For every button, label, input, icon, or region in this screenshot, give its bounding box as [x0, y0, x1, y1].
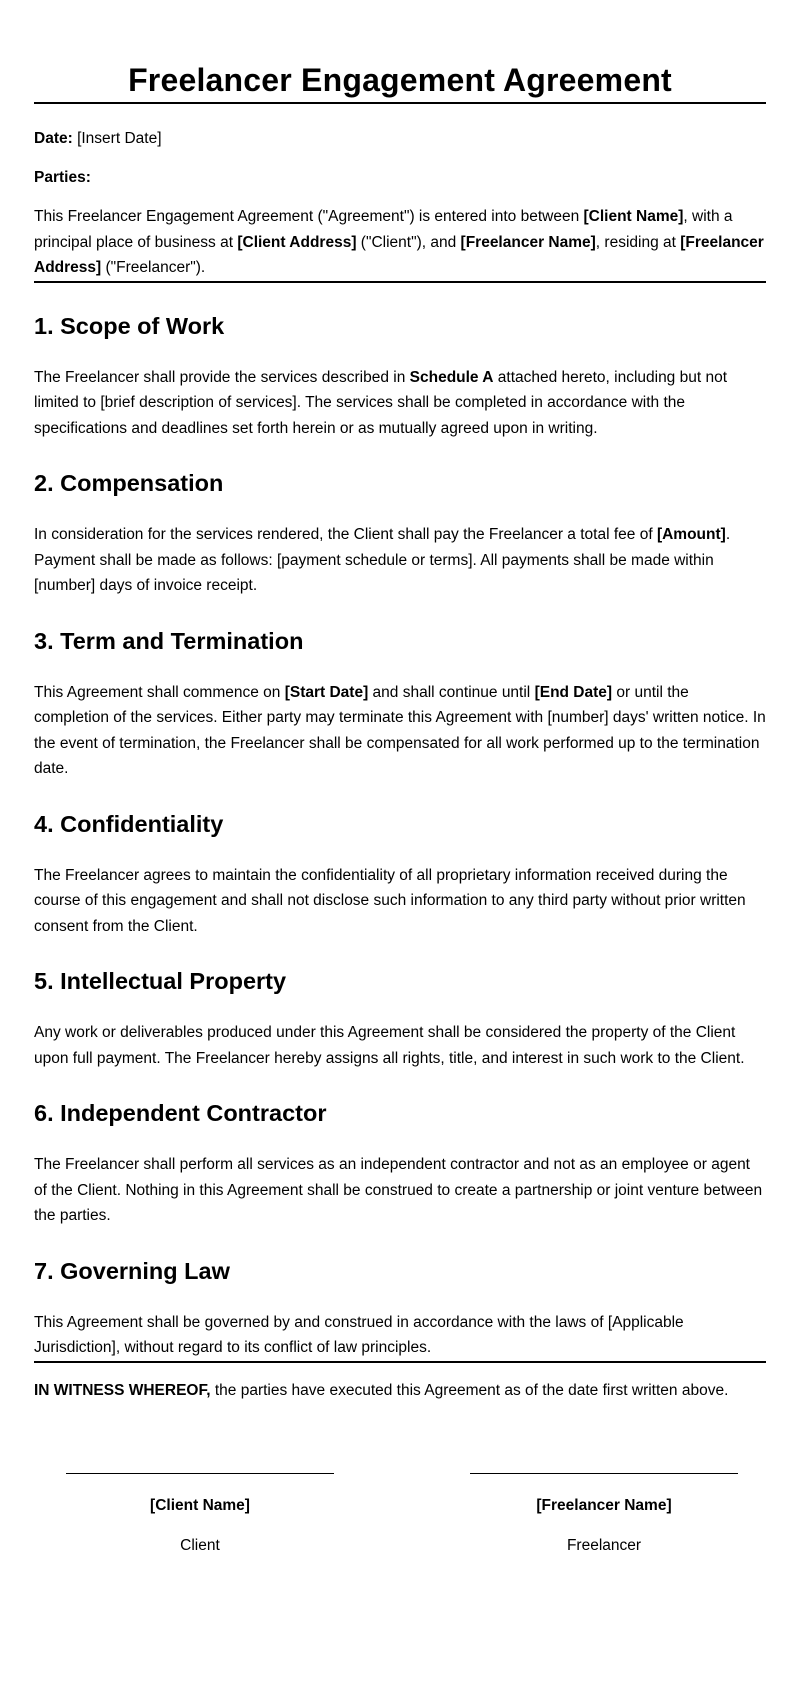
section-body — [34, 680, 766, 782]
freelancer-address-placeholder: [Freelancer Address] — [34, 233, 764, 276]
parties-text: , with a principal place of business at — [34, 208, 733, 251]
section-compensation — [34, 467, 766, 599]
client-signature-line[interactable] — [66, 1473, 334, 1474]
body-text: The Freelancer shall provide the services described in — [34, 368, 410, 386]
client-address-placeholder: [Client Address] — [237, 233, 357, 251]
section-independent-contractor — [34, 1097, 766, 1229]
signature-block — [34, 1473, 766, 1573]
start-date-placeholder: [Start Date] — [284, 683, 369, 701]
body-text: This Agreement shall commence on — [34, 683, 285, 701]
freelancer-signature-role: Freelancer — [566, 1537, 642, 1554]
witness-text: the parties have executed this Agreement as of the date first written above. — [210, 1381, 729, 1399]
parties-paragraph — [34, 204, 766, 281]
section-heading: 2. Compensation — [34, 470, 224, 496]
section-heading: 5. Intellectual Property — [34, 968, 287, 994]
client-name-placeholder: [Client Name] — [583, 208, 684, 225]
date-value: [Insert Date] — [72, 130, 162, 147]
body-text: In consideration for the services rendered, the Client shall pay the Freelancer a total fee of — [34, 526, 657, 543]
client-signature-role: Client — [180, 1537, 220, 1554]
section-heading: 4. Confidentiality — [34, 810, 224, 837]
section-heading: 6. Independent Contractor — [34, 1100, 327, 1126]
section-heading: 3. Term and Termination — [34, 627, 304, 654]
section-governing-law — [34, 1255, 766, 1361]
section-confidentiality — [34, 808, 766, 940]
witness-divider — [34, 1361, 766, 1363]
date-line — [34, 126, 766, 152]
section-heading: 1. Scope of Work — [34, 312, 225, 339]
freelancer-signature-line[interactable] — [470, 1473, 738, 1474]
parties-text: This Freelancer Engagement Agreement ("Agreement") is entered into between — [34, 208, 584, 225]
parties-label: Parties: — [34, 168, 91, 186]
body-text: . Payment shall be made as follows: [payment schedule or terms]. All payments shall be made within [number] days of invoice receipt. — [34, 526, 731, 594]
end-date-placeholder: [End Date] — [534, 683, 613, 701]
date-label: Date: — [34, 130, 73, 147]
title-divider — [34, 102, 766, 104]
parties-divider — [34, 281, 766, 283]
witness-statement — [34, 1378, 766, 1404]
body-text: attached hereto, including but not limited to [brief description of services]. The services shall be completed in accordance with the specifications and deadlines set forth herein or as mutually agreed upon in writing. — [34, 368, 728, 437]
section-body: The Freelancer shall perform all services as an independent contractor and not as an employee or agent of the Client. Nothing in this Agreement shall be construed to create a partnership or joint venture between the parties. — [34, 1156, 763, 1224]
parties-text: ("Freelancer"). — [101, 259, 206, 276]
client-signature — [66, 1473, 334, 1557]
section-intellectual-property — [34, 965, 766, 1071]
freelancer-signature — [470, 1473, 738, 1557]
section-scope-of-work — [34, 310, 766, 442]
section-body: This Agreement shall be governed by and construed in accordance with the laws of [Applicable Jurisdiction], without regard to its conflict of law principles. — [34, 1313, 684, 1356]
document-title: Freelancer Engagement Agreement — [128, 62, 672, 98]
parties-text: , residing at — [595, 233, 681, 251]
witness-label: IN WITNESS WHEREOF, — [34, 1381, 211, 1399]
parties-text: ("Client"), and — [356, 233, 461, 251]
body-text: and shall continue until — [368, 683, 535, 701]
freelancer-signature-name: [Freelancer Name] — [536, 1497, 672, 1514]
section-term-and-termination — [34, 625, 766, 782]
section-body: Any work or deliverables produced under this Agreement shall be considered the property of the Client upon full payment. The Freelancer hereby assigns all rights, title, and interest in such work to the Client. — [34, 1024, 745, 1067]
schedule-a-reference: Schedule A — [409, 368, 494, 386]
body-text: or until the completion of the services. Either party may terminate this Agreement with [number] days' written notice. In the event of termination, the Freelancer shall be compensated for all work performed up to the termination date. — [34, 683, 766, 777]
section-heading: 7. Governing Law — [34, 1257, 230, 1284]
freelancer-name-placeholder: [Freelancer Name] — [460, 233, 596, 251]
section-body — [34, 365, 766, 442]
client-signature-name: [Client Name] — [150, 1497, 250, 1514]
amount-placeholder: [Amount] — [656, 526, 726, 543]
section-body — [34, 522, 766, 599]
section-body: The Freelancer agrees to maintain the confidentiality of all proprietary information received during the course of this engagement and shall not disclose such information to any third party without prior written consent from the Client. — [34, 866, 746, 935]
